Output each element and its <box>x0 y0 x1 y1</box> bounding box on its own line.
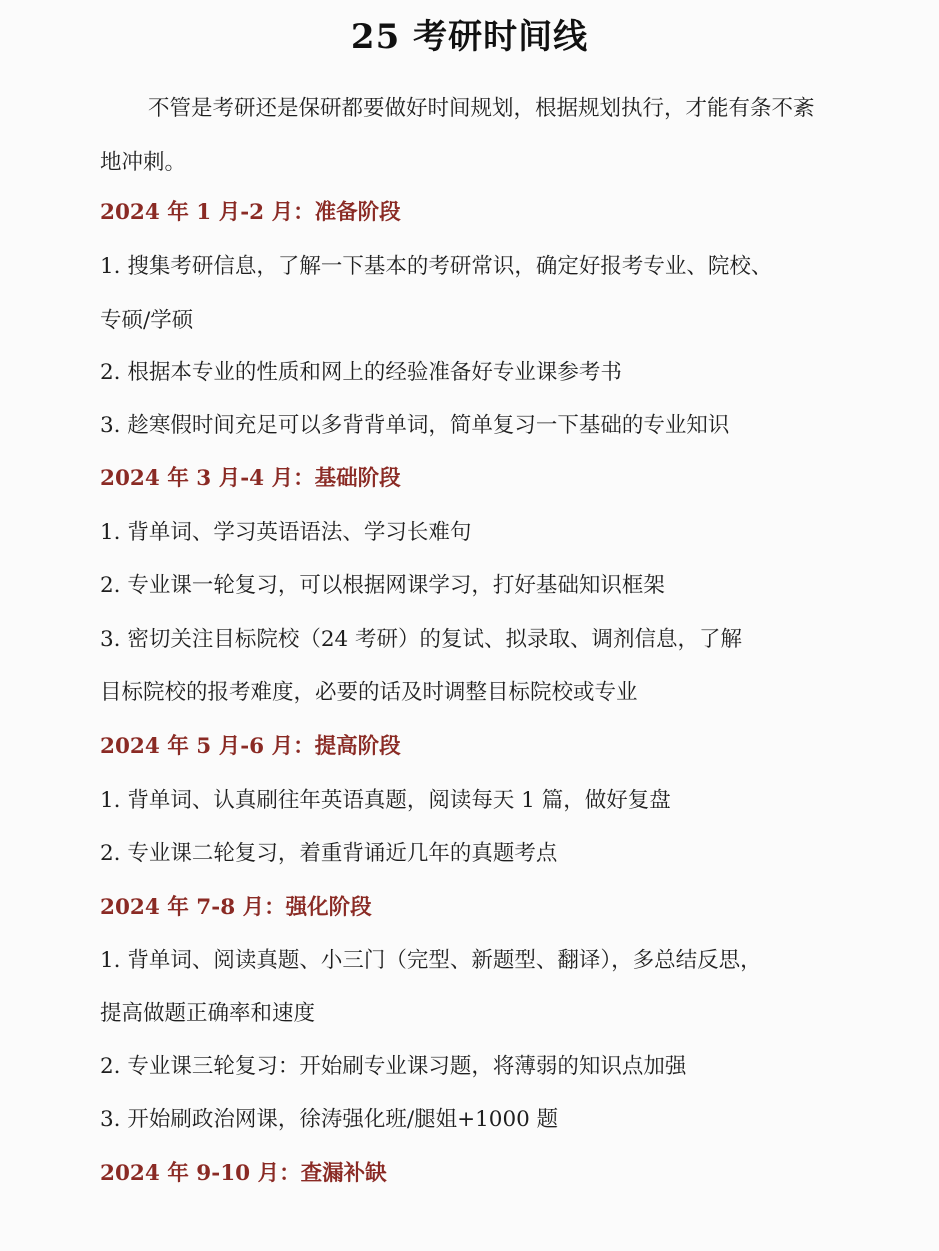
section-line: 专硕/学硕 <box>100 308 194 333</box>
page-title: 25 考研时间线 <box>350 17 589 57</box>
section-heading: 2024 年 1 月-2 月：准备阶段 <box>100 200 401 225</box>
section-line: 2. 专业课三轮复习：开始刷专业课习题，将薄弱的知识点加强 <box>100 1054 687 1079</box>
section-line: 3. 开始刷政治网课，徐涛强化班/腿姐+1000 题 <box>100 1107 559 1132</box>
section-line: 目标院校的报考难度，必要的话及时调整目标院校或专业 <box>100 680 638 705</box>
section-line: 1. 背单词、阅读真题、小三门（完型、新题型、翻译），多总结反思， <box>100 948 762 973</box>
intro-paragraph: 不管是考研还是保研都要做好时间规划，根据规划执行，才能有条不紊地冲刺。 <box>100 96 815 175</box>
section-line: 3. 密切关注目标院校（24 考研）的复试、拟录取、调剂信息，了解 <box>100 627 743 652</box>
section-line: 3. 趁寒假时间充足可以多背背单词，简单复习一下基础的专业知识 <box>100 413 730 438</box>
section-heading: 2024 年 9-10 月：查漏补缺 <box>100 1161 387 1186</box>
section-heading: 2024 年 3 月-4 月：基础阶段 <box>100 466 401 491</box>
section-line: 2. 专业课二轮复习，着重背诵近几年的真题考点 <box>100 841 558 866</box>
section-line: 1. 搜集考研信息，了解一下基本的考研常识，确定好报考专业、院校、 <box>100 254 773 279</box>
section-line: 2. 专业课一轮复习，可以根据网课学习，打好基础知识框架 <box>100 573 665 598</box>
section-line: 提高做题正确率和速度 <box>100 1001 316 1026</box>
section-heading: 2024 年 7-8 月：强化阶段 <box>100 895 372 920</box>
section-heading: 2024 年 5 月-6 月：提高阶段 <box>100 734 401 759</box>
section-line: 2. 根据本专业的性质和网上的经验准备好专业课参考书 <box>100 360 622 385</box>
section-line: 1. 背单词、认真刷往年英语真题，阅读每天 1 篇，做好复盘 <box>100 788 671 813</box>
section-line: 1. 背单词、学习英语语法、学习长难句 <box>100 520 472 545</box>
